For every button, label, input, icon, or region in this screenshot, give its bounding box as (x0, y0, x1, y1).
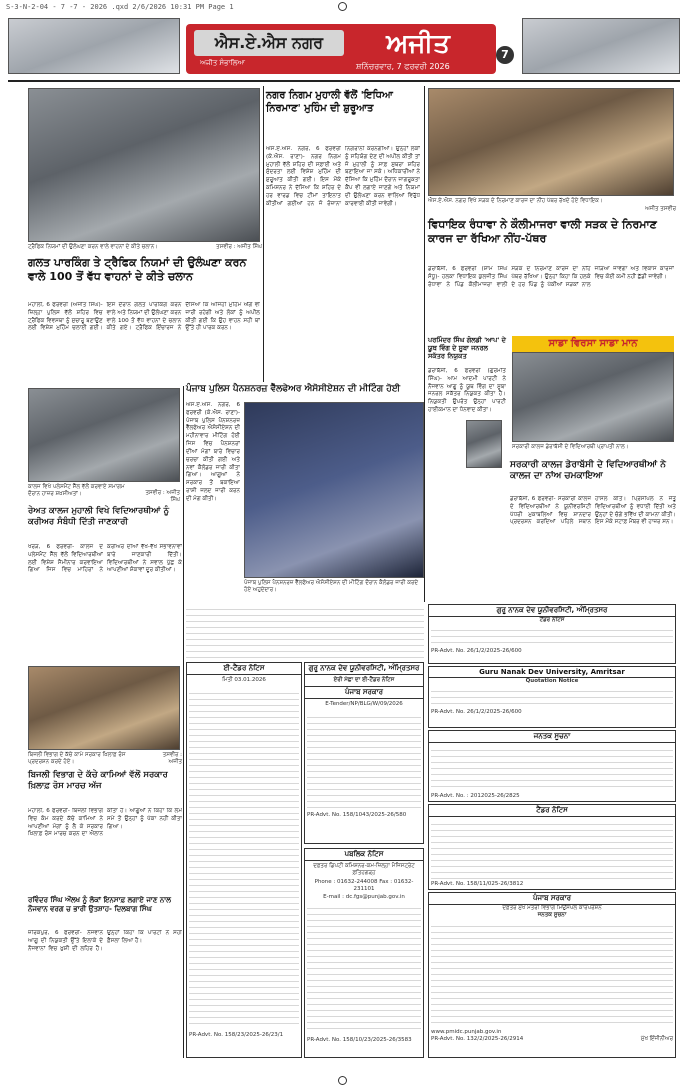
district-office: ਦਫ਼ਤਰ ਡਿਪਟੀ ਕਮਿਸ਼ਨਰ-ਕਮ-ਜ਼ਿਲ੍ਹਾ ਮੈਜਿਸਟ੍ਰੇਟ ਫ਼ਤਿਹਗੜ੍ਹ (313, 863, 415, 877)
tender-mid-box (304, 662, 424, 844)
public-ad-pr: PR-Advt. No. : 2012025-26/2825 (431, 793, 520, 799)
traffic-headline: ਗਲਤ ਪਾਰਕਿੰਗ ਤੇ ਟ੍ਰੈਫਿਕ ਨਿਯਮਾਂ ਦੀ ਉਲੰਘਣਾ ਕਰਨ ਵਾਲੇ 100 ਤੋਂ ਵੱਧ ਵਾਹਨਾਂ ਦੇ ਕੀਤੇ ਚਲਾਨ (28, 256, 247, 283)
foundation-caption: ਐਸ.ਏ.ਐਸ. ਨਗਰ ਵਿਖੇ ਸੜਕ ਦੇ ਨਿਰਮਾਣ ਕਾਰਜ ਦਾ ਨੀਂਹ ਪੱਥਰ ਰੱਖਦੇ ਹੋਏ ਵਿਧਾਇਕ। (428, 198, 603, 204)
tender-left-date: ਮਿਤੀ 03.01.2026 (222, 677, 266, 683)
bottom-left-body: ਜ਼ੀਰਕਪੁਰ, 6 ਫਰਵਰੀ- ਨੌਜਵਾਨ ਆਗੂ ਦੀ ਨਿਯੁਕਤੀ ਉੱਤੇ ਇਲਾਕੇ ਦੇ ਨੌਜਵਾਨਾਂ ਵਿਚ ਖ਼ੁਸ਼ੀ ਦੀ ਲਹਿਰ ਹੈ। ਉਨ੍ਹਾਂ ਕਿਹਾ ਕਿ ਪਾਰਟੀ ਨੇ ਸਹੀ ਫ਼ੈਸਲਾ ਲਿਆ ਹੈ। (28, 930, 182, 952)
punjab-govt-label: ਪੰਜਾਬ ਸਰਕਾਰ (305, 686, 423, 699)
college-credit: ਤਸਵੀਰ : ਅਜੀਤ ਸਿੰਘ (145, 490, 180, 504)
school-banner: ਸਾਡਾ ਵਿਰਸਾ ਸਾਡਾ ਮਾਨ (512, 336, 674, 352)
public-ad-box (428, 730, 676, 802)
college-headline: ਰੇਅਤ ਕਾਲਜ ਮੁਹਾਲੀ ਵਿਖੇ ਵਿਦਿਆਰਥੀਆਂ ਨੂੰ ਕਰੀਅਰ ਸੰਬੰਧੀ ਦਿੱਤੀ ਜਾਣਕਾਰੀ (28, 506, 170, 527)
police-body: ਐਸ.ਏ.ਐਸ. ਨਗਰ, 6 ਫਰਵਰੀ (ਕੇ.ਐਸ. ਰਾਣਾ)- ਪੰਜਾਬ ਪੁਲਿਸ ਪੈਨਸ਼ਨਰਜ਼ ਵੈੱਲਫੇਅਰ ਐਸੋਸੀਏਸ਼ਨ ਦੀ ਮਹੀਨਾਵਾਰ ਮੀਟਿੰਗ ਹੋਈ ਜਿਸ ਵਿਚ ਪੈਨਸ਼ਨਰਾਂ ਦੀਆਂ ਮੰਗਾਂ ਬਾਰੇ ਵਿਚਾਰ ਚਰਚਾ ਕੀਤੀ ਗਈ ਅਤੇ ਨਵਾਂ ਕੈਲੰਡਰ ਜਾਰੀ ਕੀਤਾ ਗਿਆ। ਆਗੂਆਂ ਨੇ ਸਰਕਾਰ ਤੋਂ ਬਕਾਇਆ ਰਾਸ਼ੀ ਜਲਦ ਜਾਰੀ ਕਰਨ ਦੀ ਮੰਗ ਕੀਤੀ। (186, 402, 240, 502)
header-rule (8, 80, 680, 82)
office-phone: Phone : 01632-244008 Fax : 01632-231101 (314, 879, 414, 893)
bottom-left-headline: ਰਵਿੰਦਰ ਸਿੰਘ ਔਲਖ ਨੂੰ ਲੋਕਾਂ ਇਨਸਾਫ਼ ਲਗਾਏ ਜਾਣ ਨਾਲ ਨੌਜਵਾਨ ਵਰਗ ਚ ਭਾਰੀ ਉਤਸ਼ਾਹ- ਦਿਲਬਾਗ ਸਿੰਘ (28, 896, 171, 913)
quotation-pr: PR-Advt. No. 26/1/2/2025-26/600 (431, 709, 522, 716)
masthead-skyline-photo (8, 18, 180, 74)
brand-title: ਅਜੀਤ (386, 29, 450, 59)
quotation-text (431, 686, 673, 708)
print-slug: S-3-N-2-04 - 7 -7 - 2026 .qxd 2/6/2026 10:31 PM Page 1 (6, 3, 234, 11)
protest-headline: ਬਿਜਲੀ ਵਿਭਾਗ ਦੇ ਕੱਚੇ ਕਾਮਿਆਂ ਵੱਲੋਂ ਸਰਕਾਰ ਖ਼ਿਲਾਫ਼ ਰੋਸ ਮਾਰਚ ਅੱਜ (28, 770, 168, 791)
govt-office-title: ਪੰਜਾਬ ਸਰਕਾਰ (429, 893, 675, 905)
tender-right-title: ਟੈਂਡਰ ਨੋਟਿਸ (429, 805, 675, 817)
column-rule (424, 86, 425, 602)
city-title: ਐਸ.ਏ.ਐਸ ਨਗਰ (194, 30, 344, 56)
quotation-box (428, 666, 676, 728)
school-photo (512, 352, 674, 442)
govt-pr: PR-Advt. No. 132/2/2025-26/2914 (431, 1036, 524, 1043)
tender-left-title: ਈ-ਟੈਂਡਰ ਨੋਟਿਸ (187, 663, 301, 675)
column-rule (263, 86, 264, 382)
registration-mark-icon (338, 1076, 347, 1085)
college-photo (28, 388, 180, 482)
college-caption: ਕਾਲਜ ਵਿਖੇ ਪਲੇਸਮੈਂਟ ਸੈੱਲ ਵੱਲੋਂ ਕਰਵਾਏ ਸਮਾਗਮ ਦੌਰਾਨ ਹਾਜ਼ਰ ਸ਼ਖ਼ਸੀਅਤਾਂ। (28, 484, 125, 498)
nagar-nigam-body: ਐਸ.ਏ.ਐਸ. ਨਗਰ, 6 ਫਰਵਰੀ (ਕੇ.ਐਸ. ਰਾਣਾ)- ਨਗਰ ਨਿਗਮ ਮੁਹਾਲੀ ਵੱਲੋਂ ਸ਼ਹਿਰ ਦੀ ਸਫ਼ਾਈ ਅਤੇ ਸੁੰਦਰਤਾ ਲਈ ਵਿਸ਼ੇਸ਼ ਮੁਹਿੰਮ ਦੀ ਸ਼ੁਰੂਆਤ ਕੀਤੀ ਗਈ। ਇਸ ਮੌਕੇ ਕਮਿਸ਼ਨਰ ਨੇ ਦੱਸਿਆ ਕਿ ਸ਼ਹਿਰ ਦੇ ਹਰ ਵਾਰਡ ਵਿਚ ਟੀਮਾਂ ਤਾਇਨਾਤ ਕੀਤੀਆਂ ਗਈਆਂ ਹਨ ਜੋ ਰੋਜ਼ਾਨਾ ਨਿਗਰਾਨੀ ਕਰਨਗੀਆਂ। ਉਨ੍ਹਾਂ ਲੋਕਾਂ ਨੂੰ ਸਹਿਯੋਗ ਦੇਣ ਦੀ ਅਪੀਲ ਕੀਤੀ ਤਾਂ ਜੋ ਮੁਹਾਲੀ ਨੂੰ ਸਾਫ਼ ਸੁਥਰਾ ਸ਼ਹਿਰ ਬਣਾਇਆ ਜਾ ਸਕੇ। ਅਧਿਕਾਰੀਆਂ ਨੇ ਦੱਸਿਆ ਕਿ ਮੁਹਿੰਮ ਦੌਰਾਨ ਜਾਗਰੂਕਤਾ ਕੈਂਪ ਵੀ ਲਗਾਏ ਜਾਣਗੇ ਅਤੇ ਨਿਯਮਾਂ ਦੀ ਉਲੰਘਣਾ ਕਰਨ ਵਾਲਿਆਂ ਵਿਰੁੱਧ ਕਾਰਵਾਈ ਕੀਤੀ ਜਾਵੇਗੀ। (266, 146, 420, 207)
police-caption: ਪੰਜਾਬ ਪੁਲਿਸ ਪੈਨਸ਼ਨਰਜ਼ ਵੈੱਲਫੇਅਰ ਐਸੋਸੀਏਸ਼ਨ ਦੀ ਮੀਟਿੰਗ ਦੌਰਾਨ ਕੈਲੰਡਰ ਜਾਰੀ ਕਰਦੇ ਹੋਏ ਅਹੁਦੇਦਾਰ। (244, 580, 418, 594)
nagar-nigam-headline: ਨਗਰ ਨਿਗਮ ਮੁਹਾਲੀ ਵੱਲੋਂ 'ਇਧਿਆ ਨਿਰਮਾਣ' ਮੁਹਿੰਮ ਦੀ ਸ਼ੁਰੂਆਤ (266, 90, 393, 114)
govt-url: www.pmidc.punjab.gov.in (431, 1029, 502, 1036)
e-tender-ref: E-Tender/NP/BLG/W/09/2026 (325, 701, 403, 708)
public-notice-pr: PR-Advt. No. 158/10/23/2025-26/3583 (307, 1036, 412, 1043)
protest-photo (28, 666, 180, 750)
tender-left-box (186, 662, 302, 1058)
column-rule (183, 386, 184, 1058)
govt-signatory: ਮੁੱਖ ਇੰਜੀਨੀਅਰ (640, 1036, 673, 1043)
govt-notice-title: ਜਨਤਕ ਸੂਚਨਾ (537, 912, 567, 919)
college-body: ਖਰੜ, 6 ਫਰਵਰੀ- ਕਾਲਜ ਦੇ ਪਲੇਸਮੈਂਟ ਸੈੱਲ ਵੱਲੋਂ ਵਿਦਿਆਰਥੀਆਂ ਲਈ ਵਿਸ਼ੇਸ਼ ਸੈਮੀਨਾਰ ਕਰਵਾਇਆ ਗਿਆ ਜਿਸ ਵਿਚ ਮਾਹਿਰਾਂ ਨੇ ਕਰੀਅਰ ਦੀਆਂ ਵੱਖ-ਵੱਖ ਸੰਭਾਵਨਾਵਾਂ ਬਾਰੇ ਜਾਣਕਾਰੀ ਦਿੱਤੀ। ਵਿਦਿਆਰਥੀਆਂ ਨੇ ਸਵਾਲ ਪੁੱਛ ਕੇ ਆਪਣੀਆਂ ਸ਼ੰਕਾਵਾਂ ਦੂਰ ਕੀਤੀਆਂ। (28, 544, 182, 574)
protest-credit: ਤਸਵੀਰ : ਅਜੀਤ (162, 752, 182, 766)
gndu-pb-heading: ਗੁਰੂ ਨਾਨਕ ਦੇਵ ਯੂਨੀਵਰਸਿਟੀ, ਅੰਮ੍ਰਿਤਸਰ (429, 605, 675, 617)
appointment-headline: ਪਰਮਿੰਦਰ ਸਿੰਘ ਗੋਲਡੀ 'ਆਪ' ਦੇ ਯੂਥ ਵਿੰਗ ਦੇ ਸੂਬਾ ਜਨਰਲ ਸਕੱਤਰ ਨਿਯੁਕਤ (428, 336, 506, 361)
road-body: ਡੇਰਾਬੱਸੀ, 6 ਫਰਵਰੀ (ਸ਼ਾਮ ਸਿੰਘ ਸੰਧੂ)- ਹਲਕਾ ਵਿਧਾਇਕ ਕੁਲਜੀਤ ਸਿੰਘ ਰੰਧਾਵਾ ਨੇ ਪਿੰਡ ਕੌਲੀਮਾਜਰਾ ਵਾਲੀ ਸੜਕ ਦੇ ਨਿਰਮਾਣ ਕਾਰਜ ਦਾ ਨੀਂਹ ਪੱਥਰ ਰੱਖਿਆ। ਉਨ੍ਹਾਂ ਕਿਹਾ ਕਿ ਹਲਕੇ ਦੇ ਹਰ ਪਿੰਡ ਨੂੰ ਪੱਕੀਆਂ ਸੜਕਾਂ ਨਾਲ ਜੋੜਿਆ ਜਾਵੇਗਾ ਅਤੇ ਵਿਕਾਸ ਕਾਰਜਾਂ ਵਿਚ ਕੋਈ ਕਮੀ ਨਹੀਂ ਛੱਡੀ ਜਾਵੇਗੀ। (428, 266, 674, 288)
traffic-caption: ਟ੍ਰੈਫਿਕ ਨਿਯਮਾਂ ਦੀ ਉਲੰਘਣਾ ਕਰਨ ਵਾਲੇ ਵਾਹਨਾਂ ਦੇ ਕੀਤੇ ਚਲਾਨ। (28, 244, 158, 250)
school-body: ਡੇਰਾਬੱਸੀ, 6 ਫਰਵਰੀ- ਸਰਕਾਰੀ ਕਾਲਜ ਦੇ ਵਿਦਿਆਰਥੀਆਂ ਨੇ ਯੂਨੀਵਰਸਿਟੀ ਪੱਧਰੀ ਮੁਕਾਬਲਿਆਂ ਵਿਚ ਸ਼ਾਨਦਾਰ ਪ੍ਰਦਰਸ਼ਨ ਕਰਦਿਆਂ ਪਹਿਲੇ ਸਥਾਨ ਹਾਸਲ ਕੀਤੇ। ਪ੍ਰਿੰਸੀਪਲ ਨੇ ਜੇਤੂ ਵਿਦਿਆਰਥੀਆਂ ਨੂੰ ਵਧਾਈ ਦਿੱਤੀ ਅਤੇ ਉਨ੍ਹਾਂ ਦੇ ਚੰਗੇ ਭਵਿੱਖ ਦੀ ਕਾਮਨਾ ਕੀਤੀ। ਇਸ ਮੌਕੇ ਸਟਾਫ਼ ਮੈਂਬਰ ਵੀ ਹਾਜ਼ਰ ਸਨ। (510, 496, 676, 526)
public-notice-title: ਪਬਲਿਕ ਨੋਟਿਸ (305, 849, 423, 861)
foundation-credit: ਅਜੀਤ ਤਸਵੀਰ (645, 206, 676, 212)
traffic-body: ਮੋਹਾਲੀ, 6 ਫਰਵਰੀ (ਅਜੀਤ ਸਿੰਘ)- ਜ਼ਿਲ੍ਹਾ ਪੁਲਿਸ ਵੱਲੋਂ ਸ਼ਹਿਰ ਵਿਚ ਟ੍ਰੈਫਿਕ ਵਿਵਸਥਾ ਨੂੰ ਸੁਚਾਰੂ ਬਣਾਉਣ ਲਈ ਵਿਸ਼ੇਸ਼ ਮੁਹਿੰਮ ਚਲਾਈ ਗਈ। ਇਸ ਦੌਰਾਨ ਗਲਤ ਪਾਰਕਿੰਗ ਕਰਨ ਵਾਲੇ ਅਤੇ ਨਿਯਮਾਂ ਦੀ ਉਲੰਘਣਾ ਕਰਨ ਵਾਲੇ 100 ਤੋਂ ਵੱਧ ਵਾਹਨਾਂ ਦੇ ਚਲਾਨ ਕੀਤੇ ਗਏ। ਟ੍ਰੈਫਿਕ ਇੰਚਾਰਜ ਨੇ ਦੱਸਿਆ ਕਿ ਅਜਿਹੀ ਮੁਹਿੰਮ ਅੱਗੇ ਵੀ ਜਾਰੀ ਰਹੇਗੀ ਅਤੇ ਲੋਕਾਂ ਨੂੰ ਅਪੀਲ ਕੀਤੀ ਗਈ ਕਿ ਉਹ ਵਾਹਨ ਸਹੀ ਥਾਂ ਉੱਤੇ ਹੀ ਪਾਰਕ ਕਰਨ। (28, 302, 260, 332)
gndu-tender-notice: ਟੈਂਡਰ ਨੋਟਿਸ (539, 617, 565, 623)
gndu-tender-box (428, 604, 676, 664)
protest-caption: ਬਿਜਲੀ ਵਿਭਾਗ ਦੇ ਕੱਚੇ ਕਾਮੇ ਸਰਕਾਰ ਖ਼ਿਲਾਫ਼ ਰੋਸ ਪ੍ਰਦਰਸ਼ਨ ਕਰਦੇ ਹੋਏ। (28, 752, 126, 766)
gndu-tender-pr: PR-Advt. No. 26/1/2/2025-26/600 (431, 648, 522, 655)
police-headline: ਪੰਜਾਬ ਪੁਲਿਸ ਪੈਨਸ਼ਨਰਜ਼ ਵੈੱਲਫੇਅਰ ਐਸੋਸੀਏਸ਼ਨ ਦੀ ਮੀਟਿੰਗ ਹੋਈ (186, 384, 401, 394)
page-number: 7 (496, 46, 514, 64)
school-caption: ਸਰਕਾਰੀ ਕਾਲਜ ਡੇਰਾਬੱਸੀ ਦੇ ਵਿਦਿਆਰਥੀ ਪ੍ਰਾਪਤੀ ਨਾਲ। (512, 444, 629, 450)
edition-date: ਸ਼ਨਿੱਚਰਵਾਰ, 7 ਫਰਵਰੀ 2026 (356, 62, 450, 71)
traffic-photo (28, 88, 260, 242)
govt-notice-text (431, 921, 673, 1027)
public-notice-box (304, 848, 424, 1058)
govt-office-sub: ਦਫ਼ਤਰ ਮੁੱਖ ਮੰਤਰੀ ਵਿਭਾਗ ਮਿਉਂਸਪਲ ਕਾਰਪੋਰੇਸ਼ਨ (502, 905, 602, 911)
protest-body: ਮੋਹਾਲੀ, 6 ਫਰਵਰੀ- ਬਿਜਲੀ ਵਿਭਾਗ ਵਿਚ ਕੰਮ ਕਰਦੇ ਕੱਚੇ ਕਾਮਿਆਂ ਨੇ ਆਪਣੀਆਂ ਮੰਗਾਂ ਨੂੰ ਲੈ ਕੇ ਸਰਕਾਰ ਖ਼ਿਲਾਫ਼ ਰੋਸ ਮਾਰਚ ਕਰਨ ਦਾ ਐਲਾਨ ਕੀਤਾ ਹੈ। ਆਗੂਆਂ ਨੇ ਕਿਹਾ ਕਿ ਲੰਮੇ ਸਮੇਂ ਤੋਂ ਉਨ੍ਹਾਂ ਨੂੰ ਪੱਕਾ ਨਹੀਂ ਕੀਤਾ ਗਿਆ। (28, 808, 182, 838)
foundation-photo (428, 88, 674, 196)
police-photo (244, 402, 424, 578)
govt-notice-box (428, 892, 676, 1058)
gndu-pb-sub: ਏਰੀ ਮੱਛਾ ਦਾ ਈ-ਟੈਂਡਰ ਨੋਟਿਸ (333, 677, 395, 683)
tender-left-pr: PR-Advt. No. 158/23/2025-26/23/1 (189, 1032, 284, 1039)
public-ad-text (431, 745, 673, 791)
office-email: E-mail : dc.fgs@punjab.gov.in (323, 893, 405, 900)
public-ad-title: ਜਨਤਕ ਸੂਚਨਾ (429, 731, 675, 743)
public-notice-table (307, 903, 421, 1033)
traffic-credit: ਤਸਵੀਰ : ਅਜੀਤ ਸਿੰਘ (216, 244, 262, 250)
masthead-monument-photo (522, 18, 680, 74)
police-continuation (186, 604, 424, 658)
masthead-subtitle: ਅਜੀਤ ਸੰਭਾਲਿਆ (200, 59, 245, 67)
tender-mid-pr: PR-Advt. No. 158/1043/2025-26/580 (307, 812, 407, 819)
gndu-pb-title: ਗੁਰੂ ਨਾਨਕ ਦੇਵ ਯੂਨੀਵਰਸਿਟੀ, ਅੰਮ੍ਰਿਤਸਰ (305, 663, 423, 675)
appointment-portrait (466, 420, 502, 468)
tender-mid-table (307, 712, 421, 808)
road-headline: ਵਿਧਾਇਕ ਰੰਧਾਵਾ ਨੇ ਕੌਲੀਮਾਜਰਾ ਵਾਲੀ ਸੜਕ ਦੇ ਨਿਰਮਾਣ ਕਾਰਜ ਦਾ ਰੱਖਿਆ ਨੀਂਹ-ਪੱਥਰ (428, 218, 657, 245)
gndu-en-heading: Guru Nanak Dev University, Amritsar (429, 667, 675, 678)
gndu-tender-text (431, 625, 673, 647)
registration-mark-icon (338, 2, 347, 11)
tender-right-box (428, 804, 676, 890)
school-headline: ਸਰਕਾਰੀ ਕਾਲਜ ਡੇਰਾਬੱਸੀ ਦੇ ਵਿਦਿਆਰਥੀਆਂ ਨੇ ਕਾਲਜ ਦਾ ਨਾਂਅ ਚਮਕਾਇਆ (510, 460, 666, 482)
tender-right-pr: PR-Advt. No. 158/11/025-26/3812 (431, 881, 524, 887)
tender-right-text (431, 819, 673, 879)
appointment-body: ਡੇਰਾਬੱਸੀ, 6 ਫਰਵਰੀ (ਗੁਰਮੀਤ ਸਿੰਘ)- ਆਮ ਆਦਮੀ ਪਾਰਟੀ ਨੇ ਨੌਜਵਾਨ ਆਗੂ ਨੂੰ ਯੂਥ ਵਿੰਗ ਦਾ ਸੂਬਾ ਜਨਰਲ ਸਕੱਤਰ ਨਿਯੁਕਤ ਕੀਤਾ ਹੈ। ਨਿਯੁਕਤੀ ਉਪਰੰਤ ਉਨ੍ਹਾਂ ਪਾਰਟੀ ਹਾਈਕਮਾਨ ਦਾ ਧੰਨਵਾਦ ਕੀਤਾ। (428, 368, 506, 414)
tender-left-table (189, 688, 299, 1028)
quotation-title: Quotation Notice (525, 678, 579, 684)
